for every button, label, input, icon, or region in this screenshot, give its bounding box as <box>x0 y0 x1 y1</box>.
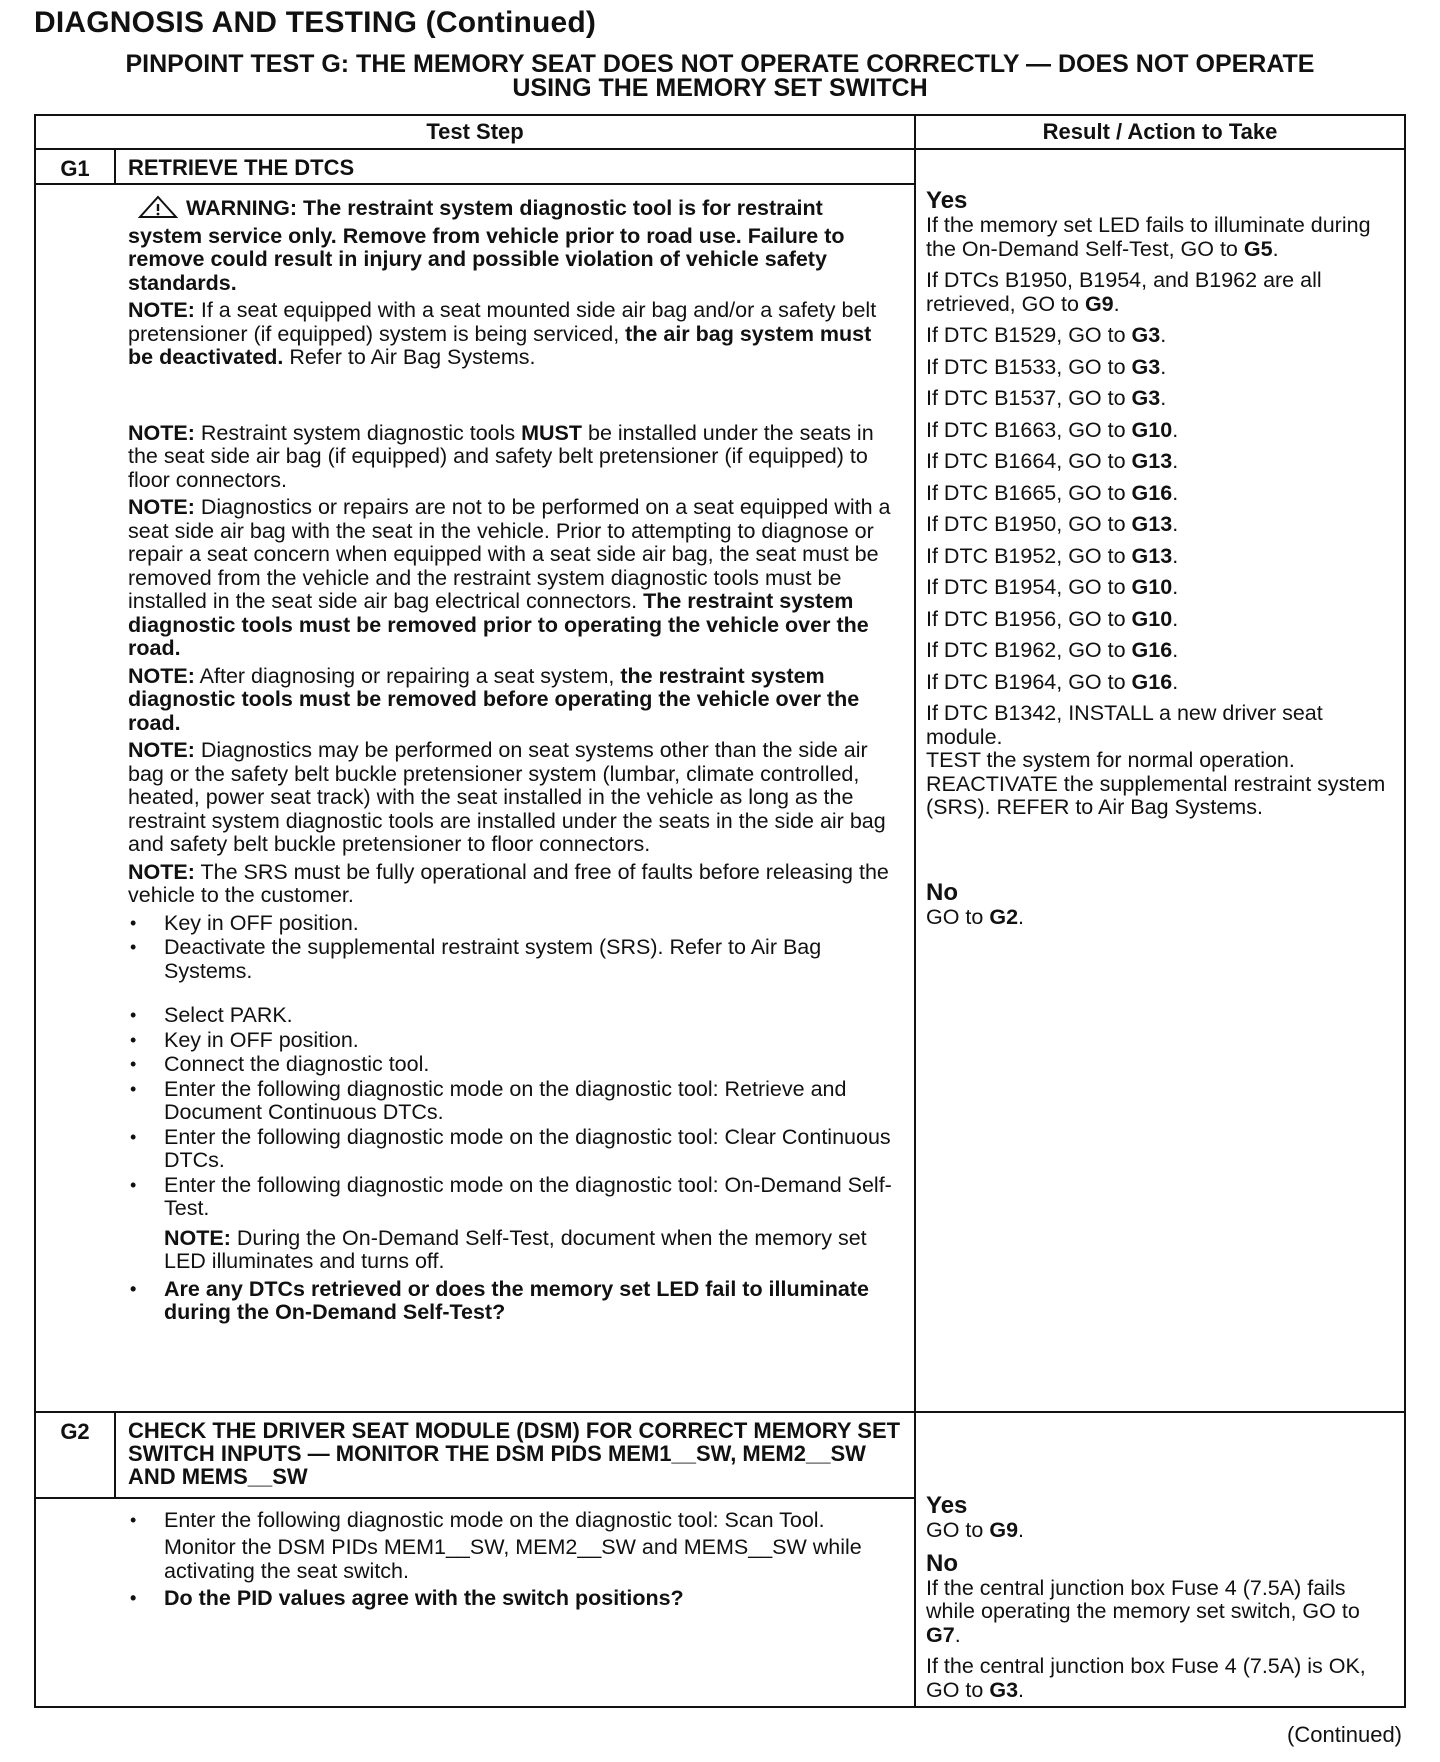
result-line: If DTC B1956, GO to G10. <box>926 606 1179 631</box>
section-title: DIAGNOSIS AND TESTING (Continued) <box>34 6 597 39</box>
list-item: • Key in OFF position. <box>128 912 902 936</box>
bullet-list-b <box>128 1004 902 1221</box>
g2-title-row <box>35 1412 1405 1498</box>
result-line: If DTC B1950, GO to G13. <box>926 512 1179 536</box>
result-line-test: TEST the system for normal operation. <box>926 748 1295 772</box>
test-title-line-1: PINPOINT TEST G: THE MEMORY SEAT DOES NOT OPERATE CORRECTLY — DOES NOT OPERATE <box>125 50 1315 78</box>
bullet-question-g2 <box>128 1587 902 1611</box>
list-item: • Select PARK. <box>128 1004 902 1028</box>
list-item: • Deactivate the supplemental restraint system (SRS). Refer to Air Bag Systems. <box>128 936 902 983</box>
result-line: If DTC B1663, GO to G10. <box>926 417 1179 442</box>
step-body-g1 <box>35 184 915 1412</box>
question-g2: • Do the PID values agree with the switch positions? <box>128 1587 902 1611</box>
result-g2 <box>915 1412 1405 1707</box>
result-line: If DTC B1664, GO to G13. <box>926 449 1179 473</box>
step-id-g2: G2 <box>35 1412 115 1498</box>
list-item: • Key in OFF position. <box>128 1029 902 1053</box>
continued-label: (Continued) <box>1287 1722 1402 1747</box>
result-line: If the memory set LED fails to illuminate during the On-Demand Self-Test, GO to G5. <box>926 213 1371 261</box>
result-line-reactivate: REACTIVATE the supplemental restraint system (SRS). REFER to Air Bag Systems. <box>926 771 1386 819</box>
question-g1: • Are any DTCs retrieved or does the memory set LED fail to illuminate during the On-Demand Self-Test? <box>128 1278 902 1325</box>
note-srs-operational: NOTE: The SRS must be fully operational and free of faults before releasing the vehicle to the customer. <box>128 859 889 907</box>
list-item: • Enter the following diagnostic mode on the diagnostic tool: Scan Tool. <box>128 1509 902 1533</box>
result-no-g2-fuse-fails: If the central junction box Fuse 4 (7.5A) fails while operating the memory set switch, GO to G7. <box>926 1575 1360 1647</box>
g1-title-row <box>35 149 1405 184</box>
no-label: No <box>926 878 959 906</box>
bullet-list-a <box>128 912 902 984</box>
result-no-g2-fuse-ok: If the central junction box Fuse 4 (7.5A) is OK, GO to G3. <box>926 1654 1366 1702</box>
step-id-g1: G1 <box>35 149 115 184</box>
bullet-question-g1 <box>128 1278 902 1325</box>
result-line: If DTC B1964, GO to G16. <box>926 669 1179 694</box>
note-after-repair: NOTE: After diagnosing or repairing a seat system, the restraint system diagnostic tools must be removed before operating the vehicle over the road. <box>128 663 860 735</box>
note-diag-tools-must: NOTE: Restraint system diagnostic tools MUST be installed under the seats in the seat side air bag (if equipped) and safety belt pretensioner (if equipped) to floor connectors. <box>128 420 874 492</box>
header-test-step: Test Step <box>35 115 915 149</box>
note-airbag-deactivate: NOTE: If a seat equipped with a seat mounted side air bag and/or a safety belt pretensioner (if equipped) system is being serviced, the air bag system must be deactivated. Refer to Air Bag Systems. <box>128 298 877 369</box>
result-line: If DTC B1665, GO to G16. <box>926 480 1179 505</box>
no-label-g2: No <box>926 1549 959 1577</box>
list-item: • Enter the following diagnostic mode on the diagnostic tool: Clear Continuous DTCs. <box>128 1126 902 1173</box>
bullet-list-g2 <box>128 1509 902 1533</box>
result-line: If DTC B1533, GO to G3. <box>926 354 1167 379</box>
result-line: If DTC B1954, GO to G10. <box>926 575 1179 599</box>
result-g1 <box>915 149 1405 1412</box>
warning-text: WARNING: The restraint system diagnostic tool is for restraint system service only. Remove from vehicle prior to road use. Failure to remove could result in injury and possible violation of vehicle safety standards. <box>128 196 845 295</box>
note-other-systems: NOTE: Diagnostics may be performed on seat systems other than the side air bag or the safety belt buckle pretensioner system (lumbar, climate controlled, heated, power seat track) with the seat installed in the vehicle as long as the restraint system diagnostic tools are installed under the seats in the side air bag and safety belt buckle pretensioner to floor connectors. <box>128 738 886 856</box>
step-title-g2: CHECK THE DRIVER SEAT MODULE (DSM) FOR CORRECT MEMORY SET SWITCH INPUTS — MONITOR THE DSM PIDS MEM1__SW, MEM2__SW AND MEMS__SW <box>115 1412 915 1498</box>
list-item: • Enter the following diagnostic mode on the diagnostic tool: On-Demand Self-Test. <box>128 1174 902 1221</box>
step-title-g1: RETRIEVE THE DTCS <box>115 149 915 184</box>
table-header-row <box>35 115 1405 149</box>
result-yes-g2: GO to G9. <box>926 1518 1025 1542</box>
pinpoint-test-title <box>40 52 1400 100</box>
result-line: If DTC B1962, GO to G16. <box>926 638 1179 662</box>
g1-result-lines <box>926 214 1396 694</box>
warning-triangle-icon <box>138 195 178 225</box>
result-line-b1342: If DTC B1342, INSTALL a new driver seat module. <box>926 701 1323 749</box>
result-line: If DTC B1529, GO to G3. <box>926 323 1167 347</box>
list-item: • Connect the diagnostic tool. <box>128 1053 902 1077</box>
note-on-demand: NOTE: During the On-Demand Self-Test, document when the memory set LED illuminates and turns off. <box>164 1225 867 1273</box>
result-line: If DTC B1537, GO to G3. <box>926 386 1167 410</box>
yes-label-g2: Yes <box>926 1492 968 1519</box>
yes-label: Yes <box>926 187 968 214</box>
result-line: If DTC B1952, GO to G13. <box>926 543 1179 568</box>
result-no-line: GO to G2. <box>926 904 1025 929</box>
list-item: • Enter the following diagnostic mode on the diagnostic tool: Retrieve and Document Continuous DTCs. <box>128 1078 902 1125</box>
result-line: If DTCs B1950, B1954, and B1962 are all retrieved, GO to G9. <box>926 268 1322 316</box>
monitor-pids: Monitor the DSM PIDs MEM1__SW, MEM2__SW and MEMS__SW while activating the seat switch. <box>164 1535 862 1583</box>
test-title-line-2: USING THE MEMORY SET SWITCH <box>512 74 928 102</box>
pinpoint-test-table <box>34 114 1406 1708</box>
note-diag-in-vehicle: NOTE: Diagnostics or repairs are not to be performed on a seat equipped with a seat side air bag with the seat in the vehicle. Prior to attempting to diagnose or repair a seat concern when equipped with a seat side air bag, the seat must be removed from the vehicle and the restraint system diagnostic tools must be installed in the seat side air bag electrical connectors. The restraint system diagnostic tools must be removed prior to operating the vehicle over the road. <box>128 495 891 660</box>
header-result-action: Result / Action to Take <box>915 115 1405 149</box>
step-body-g2 <box>35 1498 915 1707</box>
